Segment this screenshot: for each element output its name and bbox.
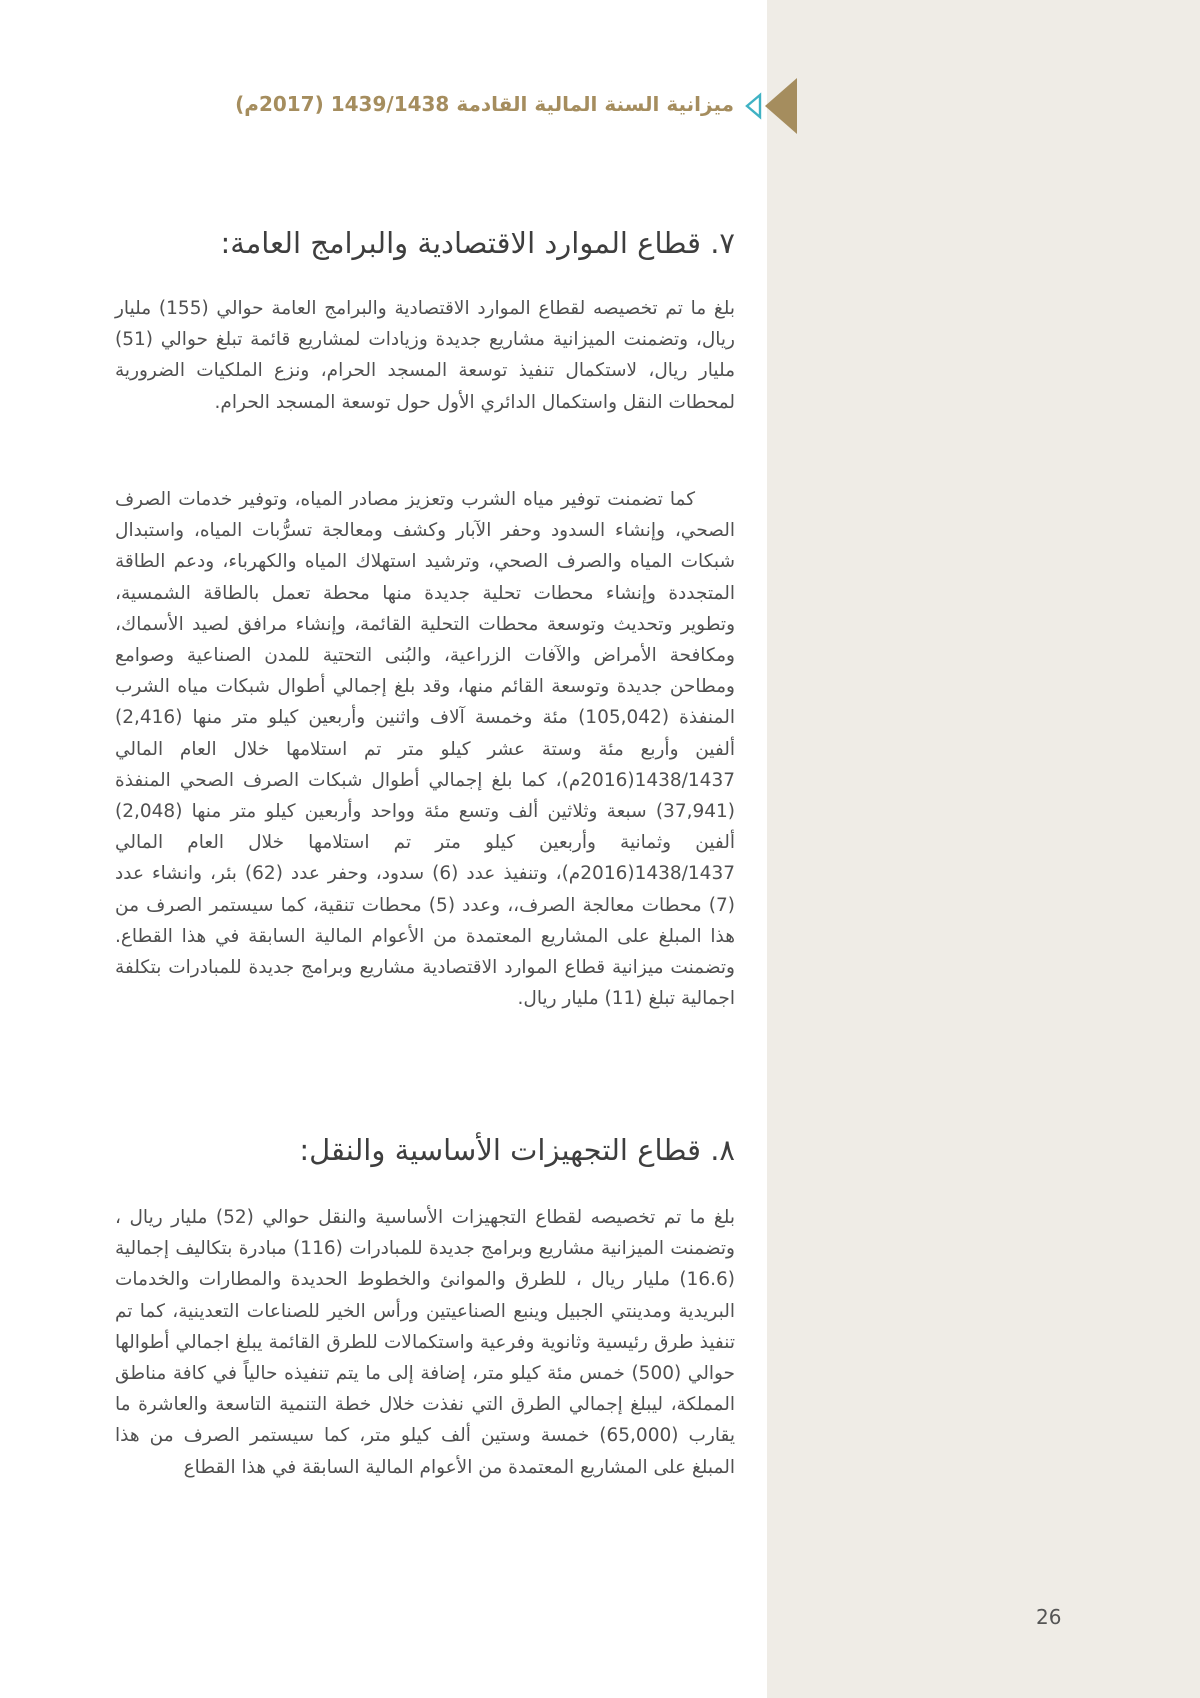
page-number: 26 [1036,1605,1062,1629]
section-7-body-2 [115,484,735,1014]
triangle-solid-icon [765,78,797,134]
section-7-heading: ٧. قطاع الموارد الاقتصادية والبرامج العامة: [220,226,735,260]
section-7-body [115,293,735,418]
header-title: ميزانية السنة المالية القادمة 1439/1438 (2017م) [235,92,734,116]
section-8-paragraph-1: بلغ ما تم تخصيصه لقطاع التجهيزات الأساسية والنقل حوالي (52) مليار ريال ، وتضمنت الميزانية مشاريع وبرامج جديدة للمبادرات (116) مبادرة بتكاليف إجمالية (16.6) مليار ريال ، للطرق والموانئ والخطوط الحديدة والمطارات والخدمات البريدية ومدينتي الجبيل وينبع الصناعيتين ورأس الخير للصناعات التعدينية، كما تم تنفيذ طرق رئيسية وثانوية وفرعية واستكمالات للطرق القائمة يبلغ اجمالي أطوالها حوالي (500) خمس مئة كيلو متر، إضافة إلى ما يتم تنفيذه حالياً في كافة مناطق المملكة، ليبلغ إجمالي الطرق التي نفذت خلال خطة التنمية التاسعة والعاشرة ما يقارب (65,000) خمسة وستين ألف كيلو متر، كما سيستمر الصرف من هذا المبلغ على المشاريع المعتمدة من الأعوام المالية السابقة في هذا القطاع [115,1207,735,1478]
side-band [767,0,1200,1698]
page-header [200,78,797,134]
section-7-paragraph-1: بلغ ما تم تخصيصه لقطاع الموارد الاقتصادية والبرامج العامة حوالي (155) مليار ريال، وتضمنت الميزانية مشاريع جديدة وزيادات لمشاريع قائمة تبلغ حوالي (51) مليار ريال، لاستكمال تنفيذ توسعة المسجد الحرام، ونزع الملكيات الضرورية لمحطات النقل واستكمال الدائري الأول حول توسعة المسجد الحرام. [115,298,735,413]
section-8-heading: ٨. قطاع التجهيزات الأساسية والنقل: [299,1133,735,1167]
section-7-paragraph-2: كما تضمنت توفير مياه الشرب وتعزيز مصادر المياه، وتوفير خدمات الصرف الصحي، وإنشاء السدود وحفر الآبار وكشف ومعالجة تسرُّبات المياه، واستبدال شبكات المياه والصرف الصحي، وترشيد استهلاك المياه والكهرباء، ودعم الطاقة المتجددة وإنشاء محطات تحلية جديدة منها محطة تعمل بالطاقة الشمسية، وتطوير وتحديث وتوسعة محطات التحلية القائمة، وإنشاء مرافق لصيد الأسماك، ومكافحة الأمراض والآفات الزراعية، والبُنى التحتية للمدن الصناعية وصوامع ومطاحن جديدة وتوسعة القائم منها، وقد بلغ إجمالي أطوال شبكات مياه الشرب المنفذة (105,042) مئة وخمسة آلاف واثنين وأربعين كيلو متر منها (2,416) ألفين وأربع مئة وستة عشر كيلو متر تم استلامها خلال العام المالي 1438/1437(2016م)، كما بلغ إجمالي أطوال شبكات الصرف الصحي المنفذة (37,941) سبعة وثلاثين ألف وتسع مئة وواحد وأربعين كيلو متر منها (2,048) ألفين وثمانية وأربعين كيلو متر تم استلامها خلال العام المالي 1438/1437(2016م)، وتنفيذ عدد (6) سدود، وحفر عدد (62) بئر، وانشاء عدد (7) محطات معالجة الصرف،، وعدد (5) محطات تنقية، كما سيستمر الصرف من هذا المبلغ على المشاريع المعتمدة من الأعوام المالية السابقة في هذا القطاع. وتضمنت ميزانية قطاع الموارد الاقتصادية مشاريع وبرامج جديدة للمبادرات بتكلفة اجمالية تبلغ (11) مليار ريال. [115,489,735,1010]
section-8-body [115,1202,735,1483]
triangle-outline-icon [744,92,762,120]
